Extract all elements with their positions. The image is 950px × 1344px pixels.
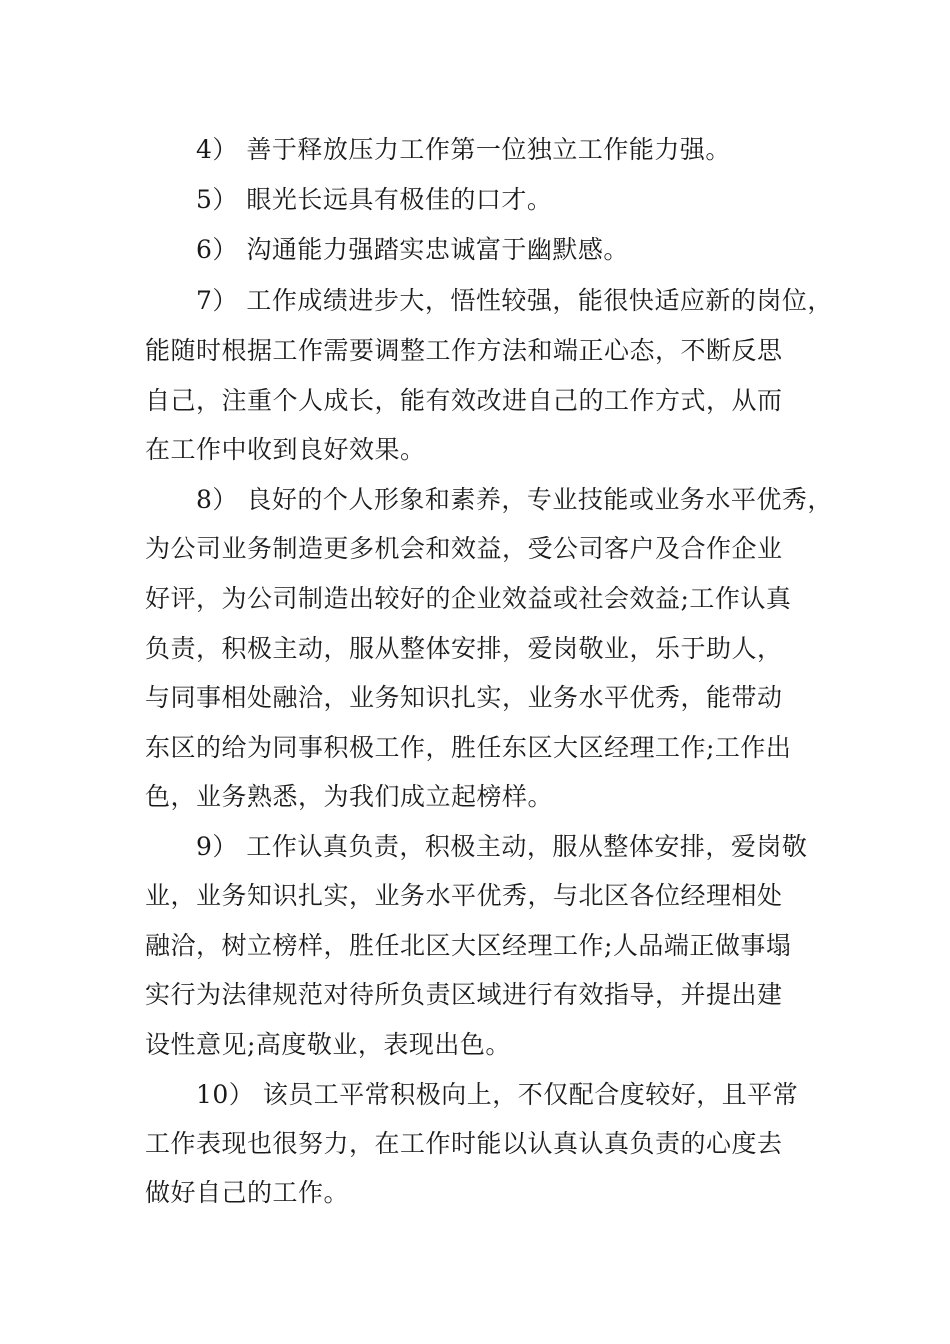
text-line: 7） 工作成绩进步大，悟性较强，能很快适应新的岗位， <box>196 286 833 315</box>
text-line: 6） 沟通能力强踏实忠诚富于幽默感。 <box>196 235 629 264</box>
text-line: 9） 工作认真负责，积极主动，服从整体安排，爱岗敬 <box>196 832 808 861</box>
text-line: 在工作中收到良好效果。 <box>145 435 426 464</box>
text-line: 能随时根据工作需要调整工作方法和端正心态，不断反思 <box>145 336 783 365</box>
text-line: 10） 该员工平常积极向上，不仅配合度较好，且平常 <box>196 1080 799 1109</box>
text-line: 8） 良好的个人形象和素养，专业技能或业务水平优秀， <box>196 485 833 514</box>
text-line: 实行为法律规范对待所负责区域进行有效指导，并提出建 <box>145 980 783 1009</box>
text-line: 工作表现也很努力，在工作时能以认真认真负责的心度去 <box>145 1129 783 1158</box>
text-line: 设性意见;高度敬业，表现出色。 <box>145 1030 511 1059</box>
text-line: 好评，为公司制造出较好的企业效益或社会效益;工作认真 <box>145 584 792 613</box>
text-line: 业，业务知识扎实，业务水平优秀，与北区各位经理相处 <box>145 881 783 910</box>
text-line: 与同事相处融洽，业务知识扎实，业务水平优秀，能带动 <box>145 683 783 712</box>
text-line: 4） 善于释放压力工作第一位独立工作能力强。 <box>196 135 731 164</box>
text-line: 融洽，树立榜样，胜任北区大区经理工作;人品端正做事塌 <box>145 931 792 960</box>
text-line: 自己，注重个人成长，能有效改进自己的工作方式，从而 <box>145 386 783 415</box>
text-line: 做好自己的工作。 <box>145 1178 350 1207</box>
text-line: 负责，积极主动，服从整体安排，爱岗敬业，乐于助人， <box>145 634 783 663</box>
text-line: 东区的给为同事积极工作，胜任东区大区经理工作;工作出 <box>145 733 792 762</box>
text-line: 色，业务熟悉，为我们成立起榜样。 <box>145 782 554 811</box>
text-line: 5） 眼光长远具有极佳的口才。 <box>196 185 553 214</box>
text-line: 为公司业务制造更多机会和效益，受公司客户及合作企业 <box>145 534 783 563</box>
